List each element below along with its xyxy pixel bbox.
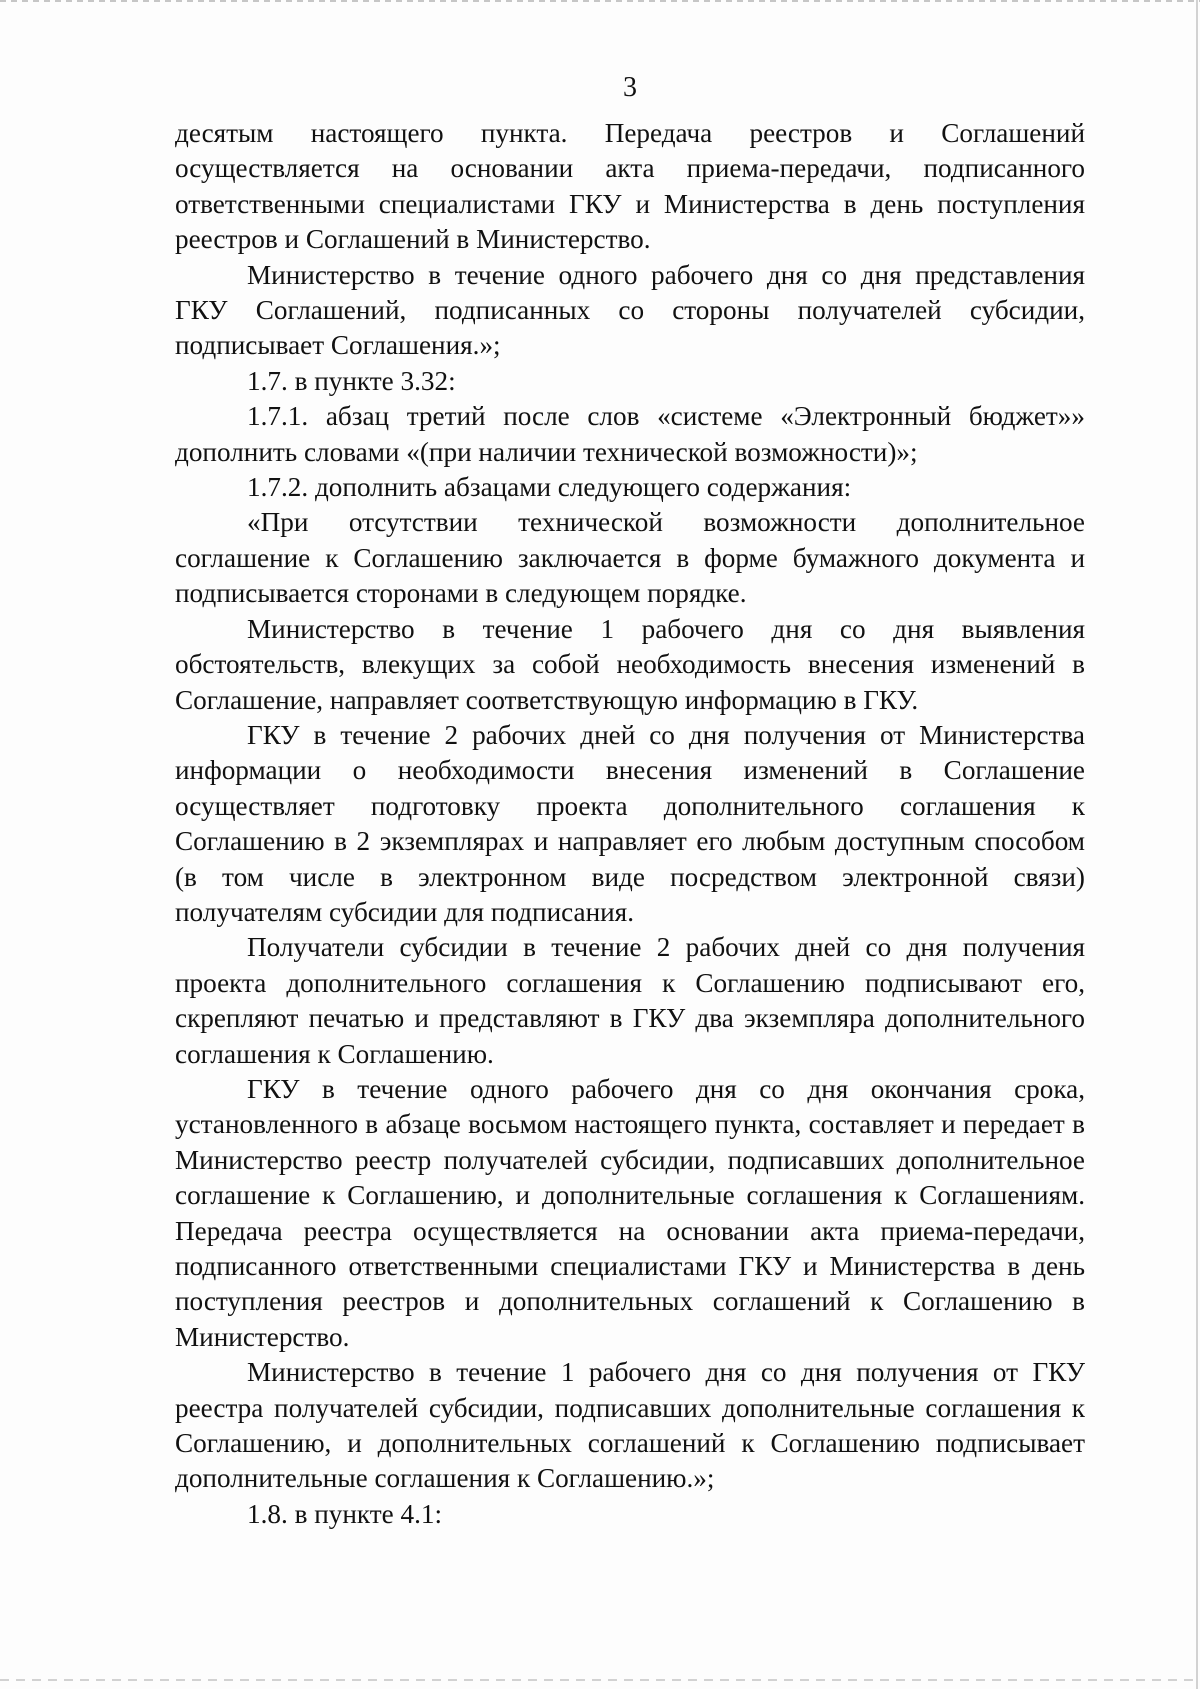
paragraph: Министерство в течение 1 рабочего дня со дня выявления обстоятельств, влекущих за собой необходимость внесения изменений в Соглашение, направляет соответствующую информацию в ГКУ. [175,613,1085,715]
scan-edge-right [1196,0,1198,1689]
paragraph: 1.8. в пункте 4.1: [247,1498,443,1529]
paragraph: «При отсутствии технической возможности дополнительное соглашение к Соглашению заключается в форме бумажного документа и подписывается сторонами в следующем порядке. [175,507,1085,609]
paragraph: Получатели субсидии в течение 2 рабочих дней со дня получения проекта дополнительного соглашения к Соглашению подписывают его, скрепляют печатью и представляют в ГКУ два экземпляра дополнительного соглашения к Соглашению. [175,932,1085,1069]
paragraph: Министерство в течение 1 рабочего дня со дня получения от ГКУ реестра получателей субсидии, подписавших дополнительные соглашения к Соглашению, и дополнительных соглашений к Соглашению подписывает дополнительные соглашения к Соглашению.»; [175,1357,1085,1494]
document-body [175,116,1085,1532]
paragraph-continuation: десятым настоящего пункта. Передача реестров и Соглашений осуществляется на основании акта приема-передачи, подписанного ответственными специалистами ГКУ и Министерства в день поступления реестров и Соглашений в Министерство. [175,118,1085,255]
paragraph: Министерство в течение одного рабочего дня со дня представления ГКУ Соглашений, подписанных со стороны получателей субсидии, подписывает Соглашения.»; [175,259,1085,361]
paragraph: 1.7.2. дополнить абзацами следующего содержания: [247,472,852,503]
paragraph: 1.7. в пункте 3.32: [247,365,456,396]
scan-edge-bottom [0,1679,1200,1681]
paragraph: ГКУ в течение 2 рабочих дней со дня получения от Министерства информации о необходимости внесения изменений в Соглашение осуществляет подготовку проекта дополнительного соглашения к Соглашению в 2 экземплярах и направляет его любым доступным способом (в том числе в электронном виде посредством электронной связи) получателям субсидии для подписания. [175,719,1085,927]
paragraph: ГКУ в течение одного рабочего дня со дня окончания срока, установленного в абзаце восьмом настоящего пункта, составляет и передает в Министерство реестр получателей субсидии, подписавших дополнительное соглашение к Соглашению, и дополнительные соглашения к Соглашениям. Передача реестра осуществляется на основании акта приема-передачи, подписанного ответственными специалистами ГКУ и Министерства в день поступления реестров и дополнительных соглашений к Соглашению в Министерство. [175,1073,1085,1352]
page-number: 3 [623,72,637,103]
paragraph: 1.7.1. абзац третий после слов «системе «Электронный бюджет»» дополнить словами «(при наличии технической возможности)»; [175,401,1085,467]
scan-edge-top [0,0,1200,2]
